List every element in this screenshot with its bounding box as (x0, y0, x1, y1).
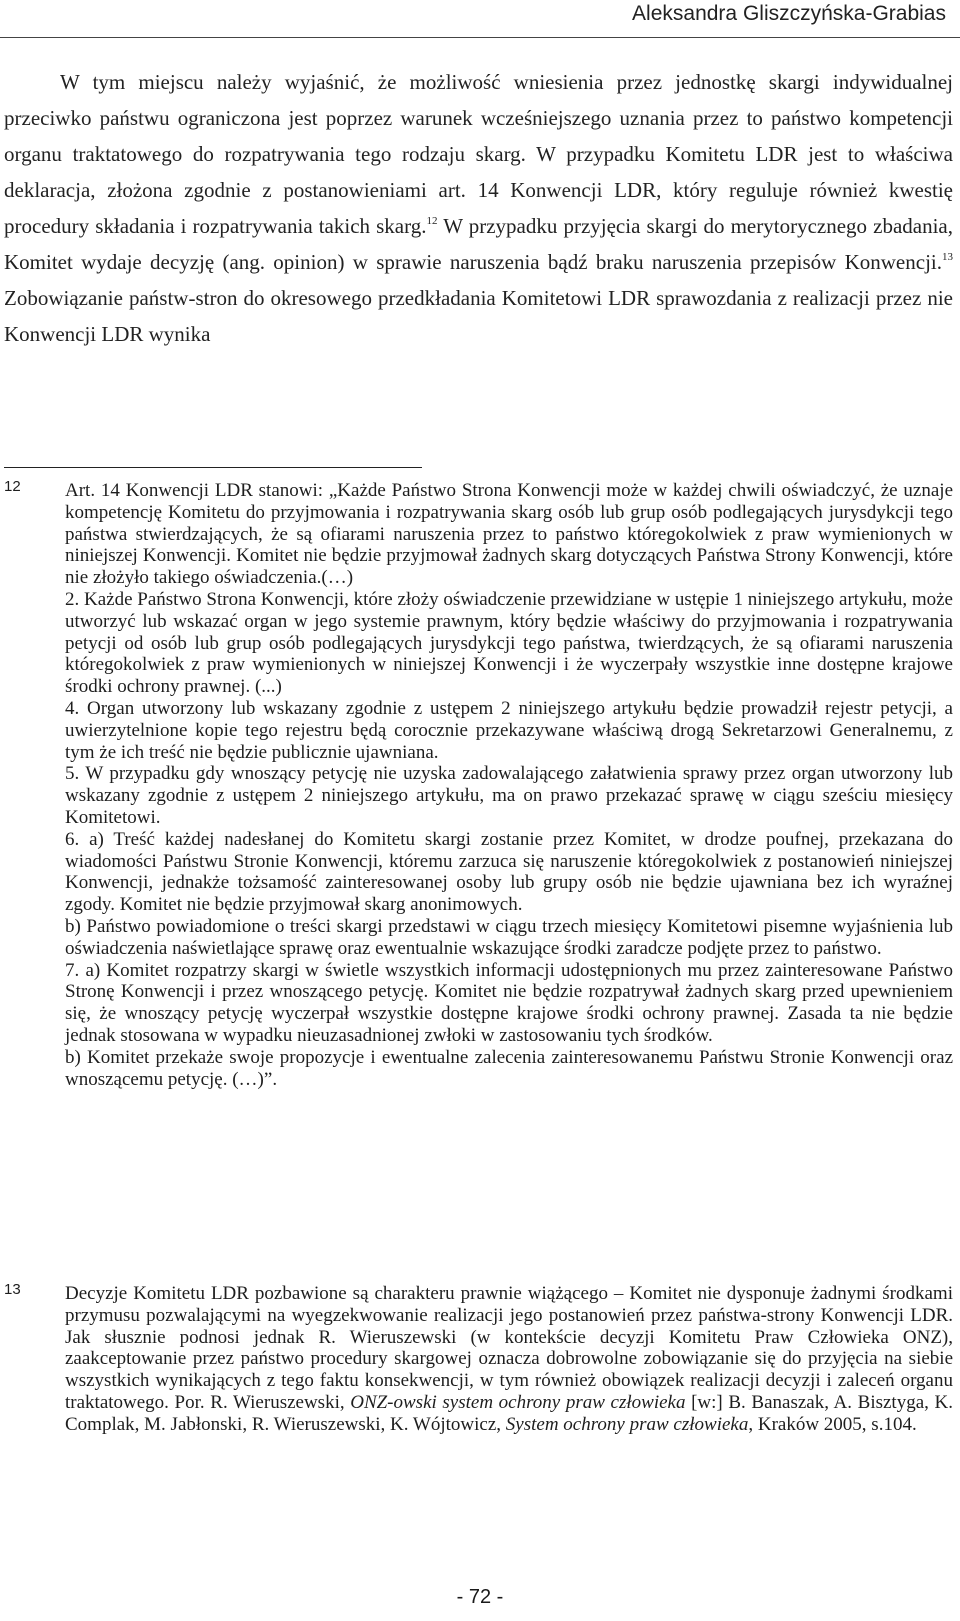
footnote-number: 13 (4, 1281, 21, 1298)
footnote-ref-13[interactable]: 13 (942, 251, 953, 263)
citation-title: System ochrony praw człowieka (505, 1413, 749, 1435)
footnote-paragraph: 7. a) Komitet rozpatrzy skargi w świetle wszystkich informacji udostępnionych mu przez zainteresowane Państwo Stronę Konwencji i przez wnoszącego petycję. Komitet nie będzie rozpatrywał żadnych skarg przed upewnieniem się, że wnoszący petycję wyczerpał wszystkie dostępne krajowe środki ochrony prawnej. Zasada ta nie będzie jednak stosowana w wypadku nieuzasadnionej zwłoki w zastosowaniu tych środków. (65, 959, 953, 1046)
running-head-author: Aleksandra Gliszczyńska-Grabias (632, 2, 946, 25)
main-text (4, 64, 953, 352)
footnote-paragraph: b) Państwo powiadomione o treści skargi przedstawi w ciągu trzech miesięcy Komitetowi pisemne wyjaśnienia lub oświadczenia naświetlające sprawę oraz ewentualnie wskazujące środki zaradcze podjęte przez to państwo. (65, 915, 953, 959)
main-paragraph (4, 64, 953, 352)
footnote-text: [w:] B. Banaszak, A. Bisztyga, K. Complak, M. Jabłonski, R. Wieruszewski, K. Wójtowicz, (65, 1391, 953, 1435)
header-rule (0, 37, 960, 38)
footnote-13 (4, 1283, 953, 1436)
footnote-text: , Kraków 2005, s.104. (748, 1413, 917, 1435)
footnote-paragraph: 4. Organ utworzony lub wskazany zgodnie z ustępem 2 niniejszego artykułu będzie prowadził rejestr petycji, a uwierzytelnione kopie tego rejestru będą corocznie przekazywane właściwą drogą Sekretarzowi Generalnemu, z tym że ich treść nie będzie publicznie ujawniana. (65, 697, 953, 763)
footnote-body (65, 1283, 953, 1436)
footnote-paragraph: 2. Każde Państwo Strona Konwencji, które złoży oświadczenie przewidziane w ustępie 1 niniejszego artykułu, może utworzyć lub wskazać organ w jego systemie prawnym, który będzie właściwy do przyjmowania i rozpatrywania petycji od osób lub grup osób podlegających jurysdykcji tego państwa, twierdzących, że są ofiarami naruszenia któregokolwiek z praw wymienionych w niniejszej Konwencji i że wyczerpały wszystkie inne dostępne krajowe środki ochrony prawnej. (...) (65, 588, 953, 698)
citation-title: ONZ-owski system ochrony praw człowieka (350, 1391, 686, 1413)
footnote-paragraph: 5. W przypadku gdy wnoszący petycję nie uzyska zadowalającego załatwienia sprawy przez organ utworzony lub wskazany zgodnie z ustępem 2 niniejszego artykułu, ma on prawo przekazać sprawę w ciągu sześciu miesięcy Komitetowi. (65, 763, 953, 828)
main-text-part-1: W tym miejscu należy wyjaśnić, że możliwość wniesienia przez jednostkę skargi indywidualnej przeciwko państwu ograniczona jest poprzez warunek wcześniejszego uznania przez to państwo kompetencji organu traktatowego do rozpatrywania tego rodzaju skarg. W przypadku Komitetu LDR jest to właściwa deklaracja, złożona zgodnie z postanowieniami art. 14 Konwencji LDR, który reguluje również kwestię procedury składania i rozpatrywania takich skarg. (4, 70, 953, 238)
page-number: - 72 - (456, 1586, 504, 1608)
footnote-paragraph (65, 1283, 953, 1436)
footnote-12 (4, 480, 953, 1090)
footnote-body (65, 480, 953, 1090)
footnote-text: Decyzje Komitetu LDR pozbawione są charakteru prawnie wiążącego – Komitet nie dysponuje żadnymi środkami przymusu pozwalającymi na wyegzekwowanie realizacji jego postanowień przez państwa-strony Konwencji LDR. Jak słusznie podnosi jednak R. Wieruszewski (w kontekście decyzji Komitetu Praw Człowieka ONZ), zaakceptowanie przez państwo procedury skargowej oznacza dobrowolne zobowiązanie się do przyjęcia na siebie wszystkich wynikających z tego faktu konsekwencji, w tym również obowiązek realizacji decyzji i zaleceń organu traktatowego. Por. R. Wieruszewski, (65, 1283, 953, 1413)
footnote-ref-12[interactable]: 12 (426, 215, 438, 227)
footnote-paragraph: b) Komitet przekaże swoje propozycje i ewentualne zalecenia zainteresowanemu Państwu Stronie Konwencji oraz wnoszącemu petycję. (…)”. (65, 1046, 953, 1090)
main-text-part-2: W przypadku przyjęcia skargi do merytorycznego zbadania, Komitet wydaje decyzję (ang. opinion) w sprawie naruszenia bądź braku naruszenia przepisów Konwencji. (4, 214, 953, 274)
footnote-number: 12 (4, 478, 21, 495)
footnote-separator (4, 467, 422, 468)
footnote-paragraph: Art. 14 Konwencji LDR stanowi: „Każde Państwo Strona Konwencji może w każdej chwili oświadczyć, że uznaje kompetencję Komitetu do przyjmowania i rozpatrywania skarg osób lub grup osób podlegających jurysdykcji tego państwa stwierdzających, że są ofiarami naruszenia przez to państwo któregokolwiek z praw wymienionych w niniejszej Konwencji. Komitet nie będzie przyjmował żadnych skarg dotyczących Państwa Strony Konwencji, które nie złożyło takiego oświadczenia.(…) (65, 480, 953, 589)
main-text-part-3: Zobowiązanie państw-stron do okresowego przedkładania Komitetowi LDR sprawozdania z realizacji przez nie Konwencji LDR wynika (4, 286, 953, 346)
footnote-paragraph: 6. a) Treść każdej nadesłanej do Komitetu skargi zostanie przez Komitet, w drodze poufnej, przekazana do wiadomości Państwu Stronie Konwencji, któremu zarzuca się naruszenie któregokolwiek z postanowień niniejszej Konwencji, jednakże tożsamość zainteresowanej osoby lub grupy osób nie będzie ujawniana bez ich wyraźnej zgody. Komitet nie będzie przyjmował skarg anonimowych. (65, 828, 953, 916)
